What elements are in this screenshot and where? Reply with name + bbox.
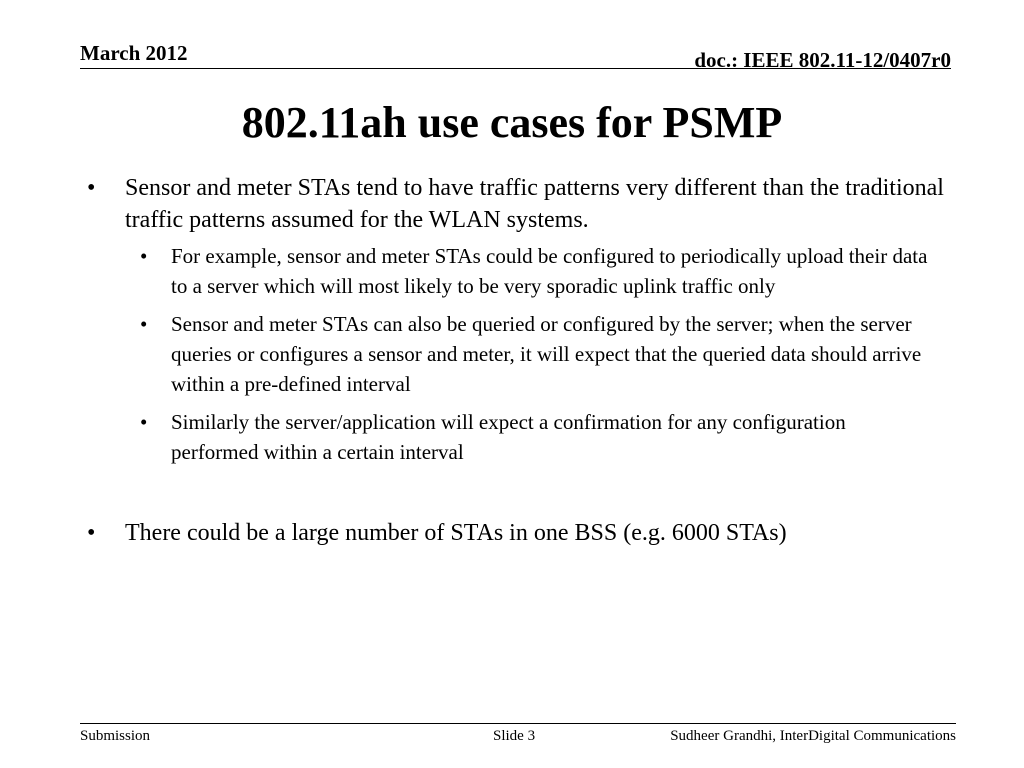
footer-author: Sudheer Grandhi, InterDigital Communications bbox=[670, 728, 956, 744]
sub-bullet-dot: • bbox=[140, 410, 148, 434]
bullet-text: There could be a large number of STAs in one BSS (e.g. 6000 STAs) bbox=[125, 520, 787, 546]
slide-title: 802.11ah use cases for PSMP bbox=[241, 98, 783, 147]
spacer bbox=[84, 475, 954, 517]
sub-bullet-dot: • bbox=[140, 312, 148, 336]
sub-bullet-item bbox=[131, 309, 931, 399]
bullet-item bbox=[84, 172, 954, 236]
sub-bullet-item bbox=[131, 407, 931, 467]
bullet-dot: • bbox=[87, 175, 96, 201]
sub-bullet-list bbox=[84, 241, 954, 467]
bullet-item bbox=[84, 517, 954, 549]
sub-bullet-dot: • bbox=[140, 244, 148, 268]
bullet-dot: • bbox=[87, 520, 96, 546]
header-rule bbox=[80, 68, 951, 69]
sub-bullet-text: Similarly the server/application will expect a confirmation for any configuration performed within a certain interval bbox=[171, 410, 846, 464]
header-document-id: doc.: IEEE 802.11-12/0407r0 bbox=[694, 48, 951, 72]
sub-bullet-text: For example, sensor and meter STAs could be configured to periodically upload their data to a server which will most likely to be very sporadic uplink traffic only bbox=[171, 244, 928, 298]
bullet-text: Sensor and meter STAs tend to have traffic patterns very different than the traditional traffic patterns assumed for the WLAN systems. bbox=[125, 175, 944, 233]
footer-slide-number: Slide 3 bbox=[493, 728, 536, 744]
header-date: March 2012 bbox=[80, 41, 188, 65]
slide-content bbox=[84, 172, 954, 549]
footer-rule bbox=[80, 723, 956, 724]
sub-bullet-item bbox=[131, 241, 931, 301]
footer-submission: Submission bbox=[80, 728, 151, 744]
sub-bullet-text: Sensor and meter STAs can also be queried or configured by the server; when the server queries or configures a sensor and meter, it will expect that the queried data should arrive within a pre-defined interval bbox=[171, 312, 922, 396]
